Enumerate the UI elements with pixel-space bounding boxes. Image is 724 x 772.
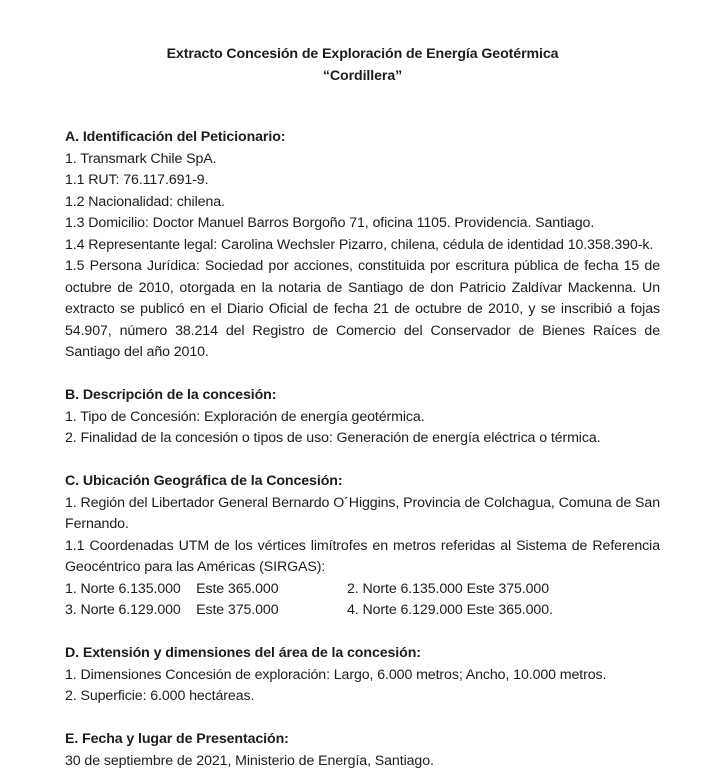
document-title (65, 44, 660, 87)
coordinate-vertex-4: 4. Norte 6.129.000 Este 365.000. (347, 600, 660, 622)
document-title-line1: Extracto Concesión de Exploración de Energía Geotérmica (65, 44, 660, 66)
section-a-identificacion (65, 127, 660, 364)
coordinates-row (65, 579, 660, 601)
section-d-extension (65, 643, 660, 708)
paragraph: 1. Tipo de Concesión: Exploración de energía geotérmica. (65, 407, 660, 429)
document-title-line2: “Cordillera” (65, 66, 660, 88)
paragraph: 1.1 Coordenadas UTM de los vértices limítrofes en metros referidas al Sistema de Referencia Geocéntrico para las Américas (SIRGAS): (65, 536, 660, 579)
section-c-ubicacion (65, 471, 660, 622)
coordinate-vertex-2: 2. Norte 6.135.000 Este 375.000 (347, 579, 660, 601)
paragraph: 1. Dimensiones Concesión de exploración: Largo, 6.000 metros; Ancho, 10.000 metros. (65, 665, 660, 687)
paragraph: 1.4 Representante legal: Carolina Wechsler Pizarro, chilena, cédula de identidad 10.358.390-k. (65, 235, 660, 257)
section-heading: E. Fecha y lugar de Presentación: (65, 729, 660, 751)
section-e-fecha (65, 729, 660, 772)
paragraph: 1. Transmark Chile SpA. (65, 149, 660, 171)
section-heading: D. Extensión y dimensiones del área de la concesión: (65, 643, 660, 665)
paragraph: 1.5 Persona Jurídica: Sociedad por acciones, constituida por escritura pública de fecha 15 de octubre de 2010, otorgada en la notaria de Santiago de don Patricio Zaldívar Mackenna. Un extracto se publicó en el Diario Oficial de fecha 21 de octubre de 2010, y se inscribió a fojas 54.907, número 38.214 del Registro de Comercio del Conservador de Bienes Raíces de Santiago del año 2010. (65, 256, 660, 364)
paragraph: 1. Región del Libertador General Bernardo O´Higgins, Provincia de Colchagua, Comuna de San Fernando. (65, 493, 660, 536)
coordinate-vertex-3: 3. Norte 6.129.000 Este 375.000 (65, 600, 347, 622)
paragraph: 30 de septiembre de 2021, Ministerio de Energía, Santiago. (65, 751, 660, 772)
paragraph: 1.2 Nacionalidad: chilena. (65, 192, 660, 214)
paragraph: 2. Superficie: 6.000 hectáreas. (65, 686, 660, 708)
paragraph: 1.3 Domicilio: Doctor Manuel Barros Borgoño 71, oficina 1105. Providencia. Santiago. (65, 213, 660, 235)
coordinates-row (65, 600, 660, 622)
section-heading: C. Ubicación Geográfica de la Concesión: (65, 471, 660, 493)
section-heading: B. Descripción de la concesión: (65, 385, 660, 407)
paragraph: 2. Finalidad de la concesión o tipos de uso: Generación de energía eléctrica o térmica. (65, 428, 660, 450)
paragraph: 1.1 RUT: 76.117.691-9. (65, 170, 660, 192)
section-b-descripcion (65, 385, 660, 450)
section-heading: A. Identificación del Peticionario: (65, 127, 660, 149)
coordinate-vertex-1: 1. Norte 6.135.000 Este 365.000 (65, 579, 347, 601)
